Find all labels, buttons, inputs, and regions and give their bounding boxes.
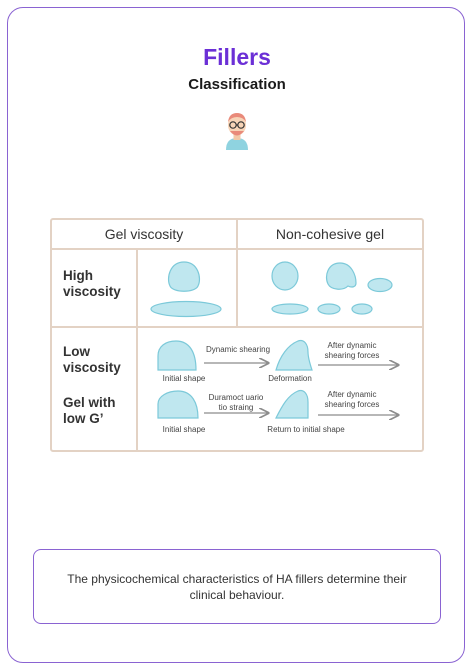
droplet-splitting xyxy=(327,263,357,289)
droplet-drop-shape xyxy=(169,262,200,291)
droplet-return-shape xyxy=(276,391,308,418)
page-title: Fillers xyxy=(203,44,271,70)
caption-box: The physicochemical characteristics of HA fillers determine their clinical behaviour. xyxy=(33,549,441,624)
droplet-initial-shape-lg xyxy=(158,391,198,418)
row-label-high-viscosity: High viscosity xyxy=(63,268,121,299)
arrow-label-after-dynamic-lg: After dynamic shearing forces xyxy=(324,390,380,409)
arrow-label-dynamic-shearing: Dynamic shearing xyxy=(205,345,271,354)
column-header-non-cohesive-gel: Non-cohesive gel xyxy=(275,226,385,242)
shape-label-deformation: Deformation xyxy=(268,374,312,383)
arrow-label-low-g-straing: Duramoct uario tio straing xyxy=(208,393,264,412)
row-label-low-viscosity: Low viscosity xyxy=(63,344,121,375)
droplet-round-small xyxy=(272,262,298,290)
shape-label-initial-lg: Initial shape xyxy=(162,425,206,434)
page-subtitle: Classification xyxy=(188,76,286,93)
droplet-small-oval xyxy=(368,279,392,292)
row-label-gel-low-g: Gel with low G’ xyxy=(63,395,116,426)
droplet-flat-1 xyxy=(272,304,308,314)
shape-label-return-initial: Return to initial shape xyxy=(267,425,345,434)
arrow-label-after-dynamic-lv: After dynamic shearing forces xyxy=(324,341,380,360)
droplet-initial-shape-lv xyxy=(158,341,196,370)
droplet-flat-2 xyxy=(318,304,340,314)
shape-label-initial-lv: Initial shape xyxy=(162,374,206,383)
droplet-flat-puddle xyxy=(151,302,221,317)
column-header-gel-viscosity: Gel viscosity xyxy=(104,226,184,242)
droplet-flat-3 xyxy=(352,304,372,314)
droplet-deformation xyxy=(276,341,312,370)
